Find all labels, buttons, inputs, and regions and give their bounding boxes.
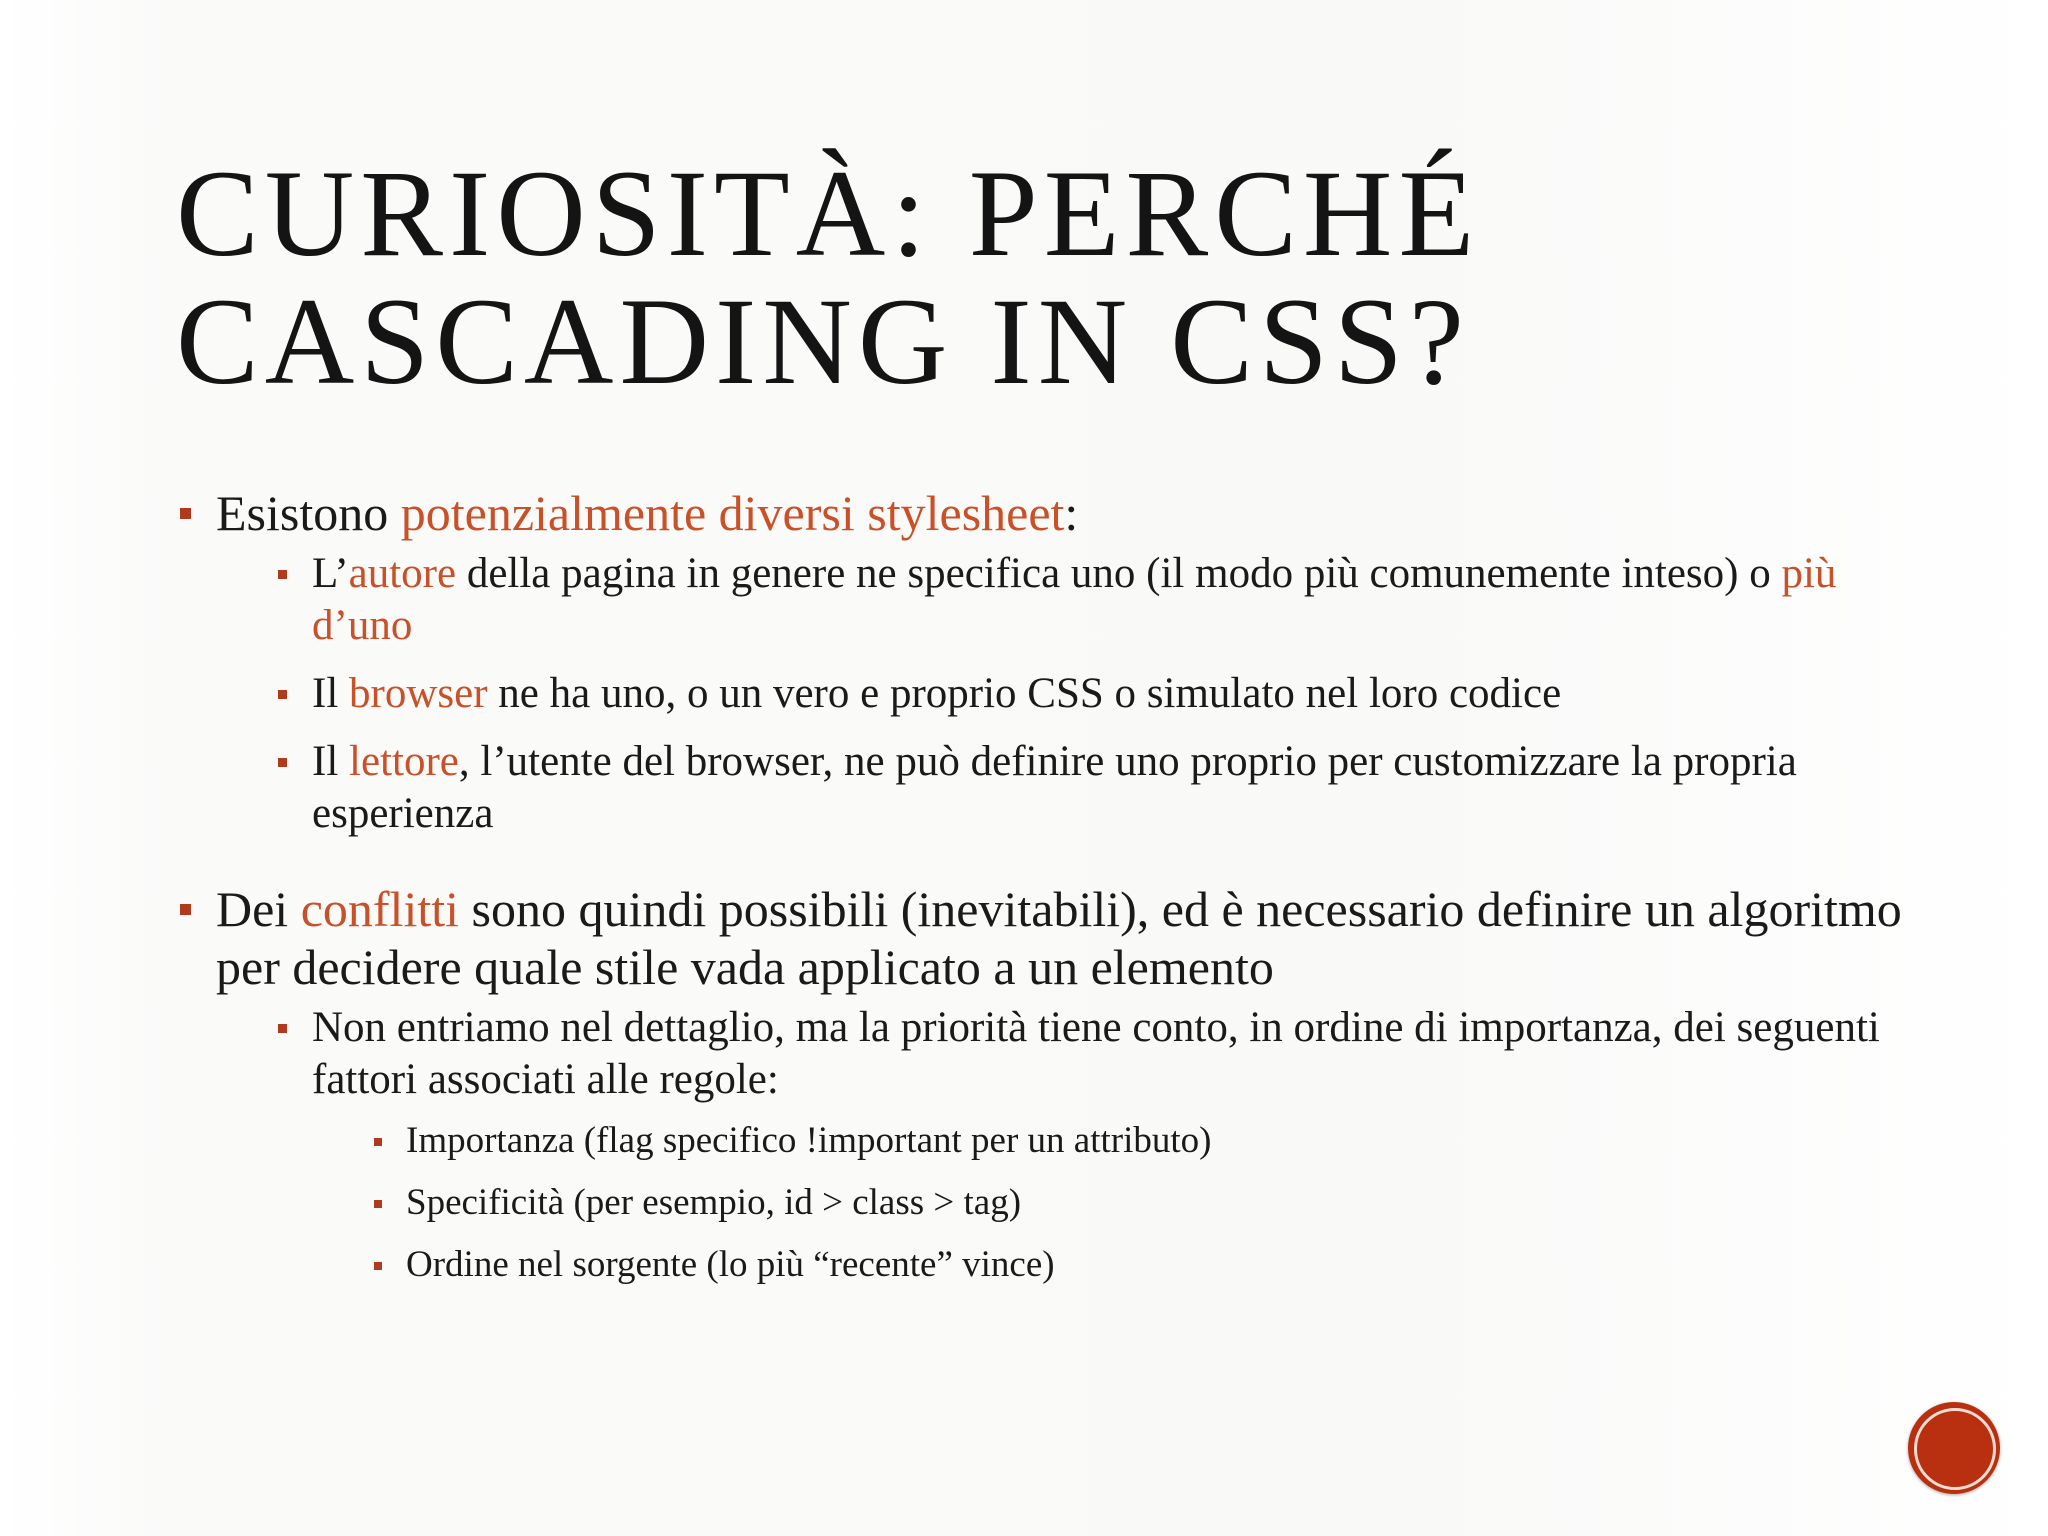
square-bullet-icon [278,758,287,767]
sub-bullet-priorita [276,1002,1916,1288]
bullet-list [176,484,1916,1288]
sub-bullet-browser [276,668,1916,720]
bullet-text: Dei conflitti sono quindi possibili (inevitabili), ed è necessario definire un algoritmo per decidere quale stile vada applicato a un elemento [216,881,1902,995]
bullet-text: Esistono potenzialmente diversi stylesheet: [216,485,1079,541]
sub-bullet-text: Il browser ne ha uno, o un vero e proprio CSS o simulato nel loro codice [312,670,1562,717]
sub-bullet-list [216,548,1916,840]
sub-bullet-list [216,1002,1916,1288]
factor-text: Ordine nel sorgente (lo più “recente” vince) [406,1244,1055,1285]
factor-text: Specificità (per esempio, id > class > tag) [406,1182,1022,1223]
factor-text: Importanza (flag specifico !important per un attributo) [406,1120,1212,1161]
sub-bullet-autore [276,548,1916,652]
factor-list [312,1118,1916,1288]
sub-bullet-lettore [276,736,1916,840]
title-line-2: CASCADING IN CSS? [176,273,1470,410]
factor-importanza [372,1118,1916,1164]
highlight-text: autore [348,550,457,597]
bullet-stylesheets [176,484,1916,840]
circle-nav-icon[interactable] [1908,1402,2000,1494]
nav-ring [1914,1408,1996,1490]
square-bullet-icon [278,1024,287,1033]
sub-bullet-text: Il lettore, l’utente del browser, ne può definire uno proprio per customizzare la propria esperienza [312,738,1797,837]
slide-content [176,484,1916,1288]
title-line-1: CURIOSITÀ: PERCHÉ [176,145,1481,282]
bullet-conflitti [176,880,1916,1288]
sub-bullet-text: L’autore della pagina in genere ne specifica uno (il modo più comunemente inteso) o più d’uno [312,550,1837,649]
highlight-text: potenzialmente diversi stylesheet [400,485,1065,541]
highlight-text: conflitti [300,881,460,937]
square-bullet-icon [374,1138,382,1146]
highlight-text: più d’uno [312,550,1837,649]
square-bullet-icon [278,690,287,699]
square-bullet-icon [278,570,287,579]
highlight-text: lettore [349,738,459,785]
slide-title [176,145,1876,410]
square-bullet-icon [374,1262,382,1270]
square-bullet-icon [180,904,191,915]
square-bullet-icon [180,508,191,519]
factor-specificita [372,1180,1916,1226]
factor-ordine [372,1242,1916,1288]
highlight-text: browser [349,670,488,717]
sub-bullet-text: Non entriamo nel dettaglio, ma la priorità tiene conto, in ordine di importanza, dei seguenti fattori associati alle regole: [312,1004,1880,1103]
square-bullet-icon [374,1200,382,1208]
